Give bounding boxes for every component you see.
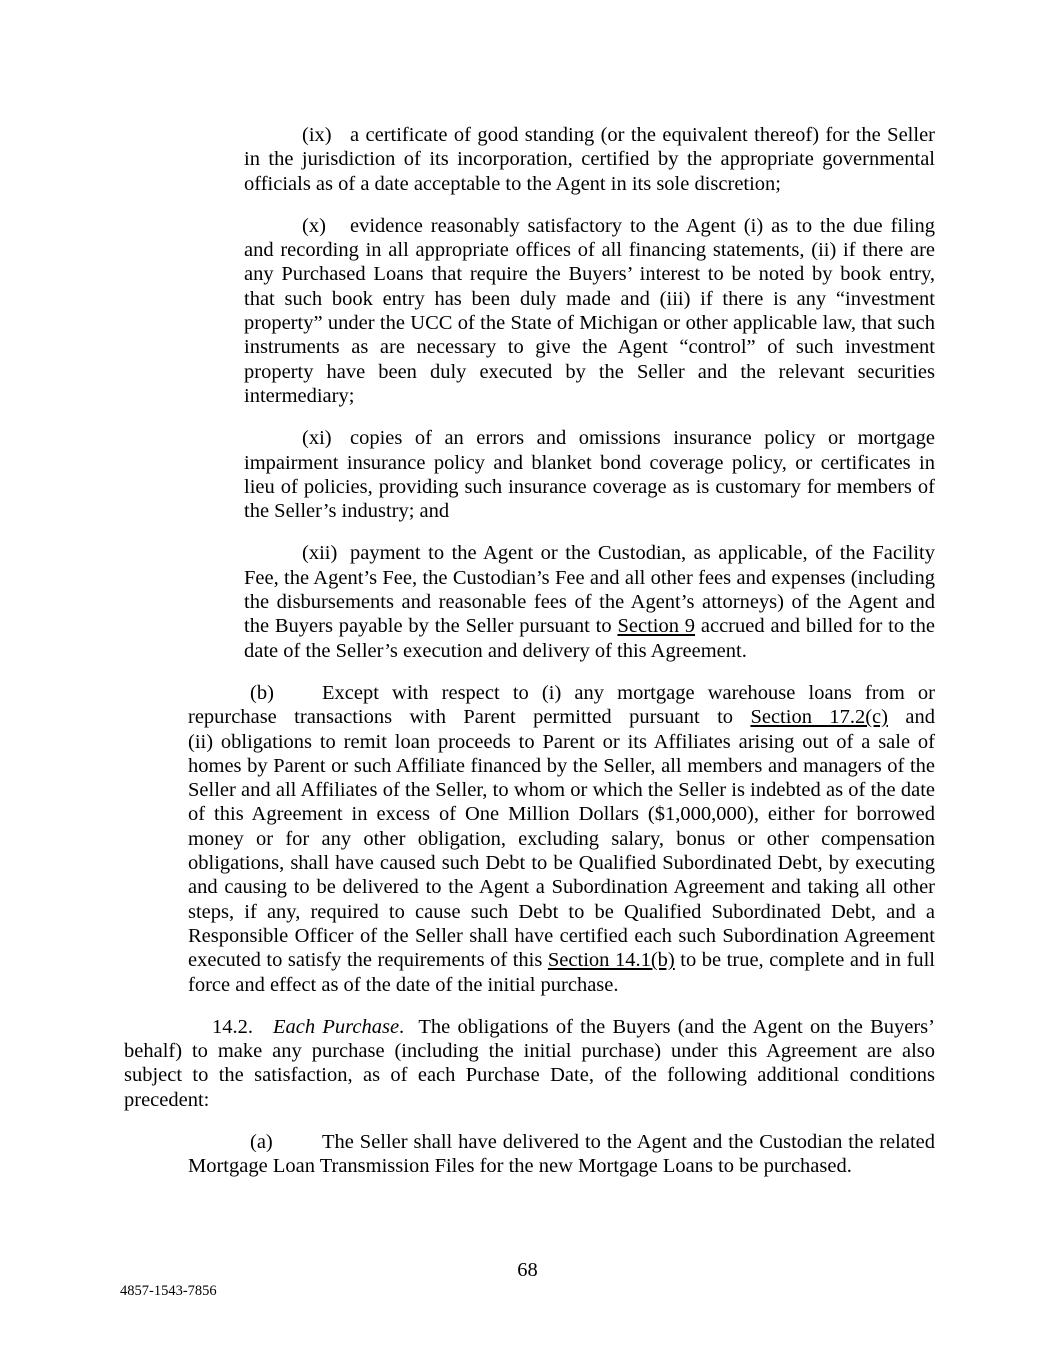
paragraph-b xyxy=(188,681,935,997)
section-14-2 xyxy=(124,1015,935,1112)
text-run: to be true, complete and in full force and effect as of the date of the initial purchase. xyxy=(188,949,935,996)
text-run: and (ii) obligations to remit loan proceeds to Parent or its Affiliates arising out of a sale of homes by Parent or such Affiliate financed by the Seller, all members and managers of the Seller and all Affiliates of the Seller, to whom or which the Seller is indebted as of the date of this Agreement in excess of One Million Dollars ($1,000,000), either for borrowed money or for any other obligation, excluding salary, bonus or other compensation obligations, shall have caused such Debt to be Qualified Subordinated Debt, by executing and causing to be delivered to the Agent a Subordination Agreement and taking all other steps, if any, required to cause such Debt to be Qualified Subordinated Debt, and a Responsible Officer of the Seller shall have certified each such Subordination Agreement executed to satisfy the requirements of this xyxy=(188,706,935,972)
document-body xyxy=(124,123,935,1197)
section-ref: Section 9 xyxy=(617,615,696,638)
section-ref: Section 17.2(c) xyxy=(750,706,888,729)
section-ref: Section 14.1(b) xyxy=(547,949,675,972)
paragraph-ix xyxy=(244,123,935,196)
paragraph-label: (xii) xyxy=(302,542,338,565)
text-run: . The obligations of the Buyers (and the Agent on the Buyers’ behalf) to make any purchase (including the initial purchase) under this Agreement are also subject to the satisfaction, as of each Purchase Date, of the following additional conditions precedent: xyxy=(124,1015,935,1111)
doc-id: 4857-1543-7856 xyxy=(120,1283,217,1299)
text-run: a certificate of good standing (or the equivalent thereof) for the Seller in the jurisdiction of its incorporation, certified by the appropriate governmental officials as of a date acceptable to the Agent in its sole discretion; xyxy=(244,124,935,195)
text-run: Each Purchase xyxy=(273,1015,400,1038)
page-number: 68 xyxy=(517,1259,538,1281)
paragraph-label: (a) xyxy=(250,1130,273,1153)
paragraph-label: 14.2. xyxy=(212,1015,253,1038)
paragraph-label: (xi) xyxy=(302,427,332,450)
text-run: evidence reasonably satisfactory to the Agent (i) as to the due filing and recording in all appropriate offices of all financing statements, (ii) if there are any Purchased Loans that require the Buyers’ interest to be noted by book entry, that such book entry has been duly made and (iii) if there is any “investment property” under the UCC of the State of Michigan or other applicable law, that such instruments as are necessary to give the Agent “control” of such investment property have been duly executed by the Seller and the relevant securities intermediary; xyxy=(244,214,935,407)
text-run: Except with respect to (i) any mortgage warehouse loans from or repurchase transactions with Parent permitted pursuant to xyxy=(188,681,935,729)
paragraph-x xyxy=(244,214,935,408)
paragraph-xi xyxy=(244,426,935,523)
text-run: payment to the Agent or the Custodian, as applicable, of the Facility Fee, the Agent’s Fee, the Custodian’s Fee and all other fees and expenses (including the disbursements and reasonable fees of the Agent’s attorneys) of the Agent and the Buyers payable by the Seller pursuant to xyxy=(244,542,935,638)
paragraph-label: (ix) xyxy=(302,124,332,146)
text-run: copies of an errors and omissions insurance policy or mortgage impairment insurance policy and blanket bond coverage policy, or certificates in lieu of policies, providing such insurance coverage as is customary for members of the Seller’s industry; and xyxy=(244,427,935,523)
paragraph-a xyxy=(188,1130,935,1179)
text-run: accrued and billed for to the date of the Seller’s execution and delivery of this Agreement. xyxy=(244,615,935,662)
paragraph-label: (b) xyxy=(250,681,274,704)
text-run: The Seller shall have delivered to the Agent and the Custodian the related Mortgage Loan Transmission Files for the new Mortgage Loans to be purchased. xyxy=(188,1130,935,1178)
paragraph-xii xyxy=(244,541,935,662)
paragraph-label: (x) xyxy=(302,214,326,237)
